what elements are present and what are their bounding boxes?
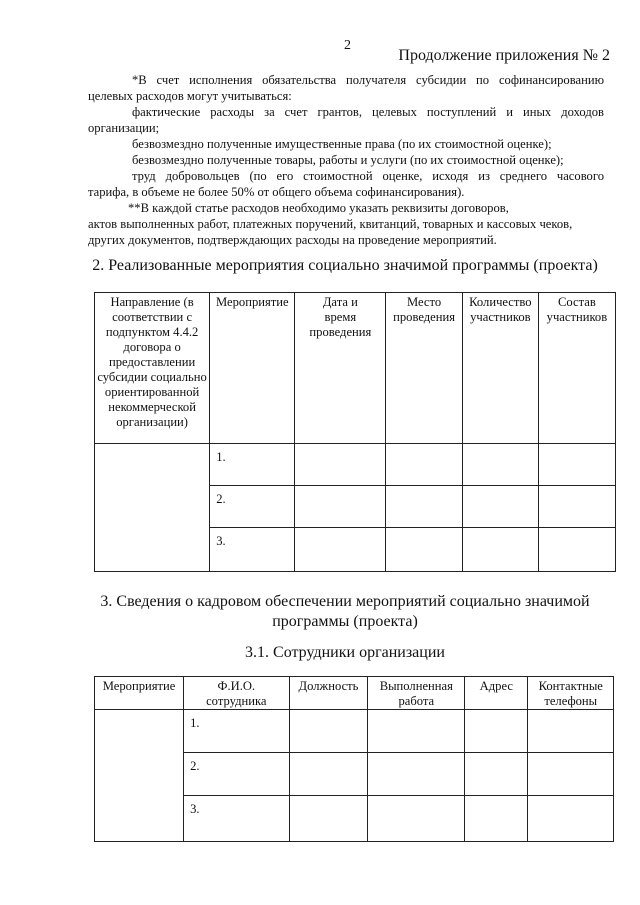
table-cell (465, 710, 528, 753)
row-number: 3. (184, 796, 289, 842)
row-number: 2. (184, 753, 289, 796)
column-header: Место проведения (386, 293, 463, 444)
table-cell (368, 753, 465, 796)
table-cell (95, 444, 210, 572)
table-cell (386, 486, 463, 528)
row-number: 1. (184, 710, 289, 753)
table-row (95, 710, 614, 753)
column-header: Выполненная работа (368, 677, 465, 710)
section2-title: 2. Реализованные мероприятия социально значимой программы (проекта) (92, 257, 598, 274)
footnote-line: организации; (88, 121, 160, 135)
section3-title (60, 592, 630, 632)
table-cell (386, 444, 463, 486)
table-cell (465, 753, 528, 796)
footnote-line: **В каждой статье расходов необходимо указать реквизиты договоров, (128, 201, 509, 215)
page-number: 2 (344, 38, 351, 53)
table-cell (465, 796, 528, 842)
table-cell (528, 796, 614, 842)
column-header: Количество участников (462, 293, 538, 444)
table-row (95, 444, 616, 486)
footnote-line: труд добровольцев (по его стоимостной оценке, исходя из среднего часового (132, 169, 604, 183)
column-header: Мероприятие (95, 677, 184, 710)
footnote-line: безвозмездно полученные товары, работы и услуги (по их стоимостной оценке); (132, 153, 564, 167)
footnote-line: актов выполненных работ, платежных поручений, квитанций, товарных и кассовых чеков, (88, 217, 573, 231)
table-cell (462, 486, 538, 528)
table-cell (528, 710, 614, 753)
column-header: Мероприятие (210, 293, 295, 444)
row-number: 1. (210, 444, 295, 486)
table-cell (368, 710, 465, 753)
column-header: Ф.И.О. сотрудника (184, 677, 289, 710)
column-header: Состав участников (538, 293, 615, 444)
section3-title-line: 3. Сведения о кадровом обеспечении мероприятий социально значимой (100, 593, 590, 610)
footnote-line: фактические расходы за счет грантов, целевых поступлений и иных доходов (132, 105, 604, 119)
column-header: Адрес (465, 677, 528, 710)
footnote-line: тарифа, в объеме не более 50% от общего объема софинансирования). (88, 185, 465, 199)
table-cell (289, 710, 368, 753)
table-cell (95, 710, 184, 842)
table-header-row (95, 677, 614, 710)
table-cell (538, 444, 615, 486)
table-cell (538, 528, 615, 572)
table-cell (295, 486, 386, 528)
table-cell (462, 444, 538, 486)
table-cell (295, 528, 386, 572)
table-cell (368, 796, 465, 842)
events-table (94, 292, 616, 572)
table-cell (289, 796, 368, 842)
subsection-title: 3.1. Сотрудники организации (245, 644, 445, 661)
footnote-line: других документов, подтверждающих расходы на проведение мероприятий. (88, 233, 497, 247)
table-cell (462, 528, 538, 572)
footnote-line: целевых расходов могут учитываться: (88, 89, 292, 103)
footnote-line: безвозмездно полученные имущественные права (по их стоимостной оценке); (132, 137, 552, 151)
column-header: Контактные телефоны (528, 677, 614, 710)
row-number: 2. (210, 486, 295, 528)
column-header: Направление (в соответствии с подпунктом 4.4.2 договора о предоставлении субсидии социально ориентированной некоммерческой организации) (95, 293, 210, 444)
staff-table (94, 676, 614, 842)
column-header: Должность (289, 677, 368, 710)
table-cell (538, 486, 615, 528)
table-cell (289, 753, 368, 796)
table-header-row (95, 293, 616, 444)
table-cell (528, 753, 614, 796)
footnote-line: *В счет исполнения обязательства получателя субсидии по софинансированию (132, 73, 604, 87)
appendix-label: Продолжение приложения № 2 (398, 47, 610, 64)
row-number: 3. (210, 528, 295, 572)
section3-title-line: программы (проекта) (272, 613, 418, 630)
table-cell (295, 444, 386, 486)
footnote-block (88, 72, 604, 248)
table-cell (386, 528, 463, 572)
column-header: Дата и время проведения (295, 293, 386, 444)
